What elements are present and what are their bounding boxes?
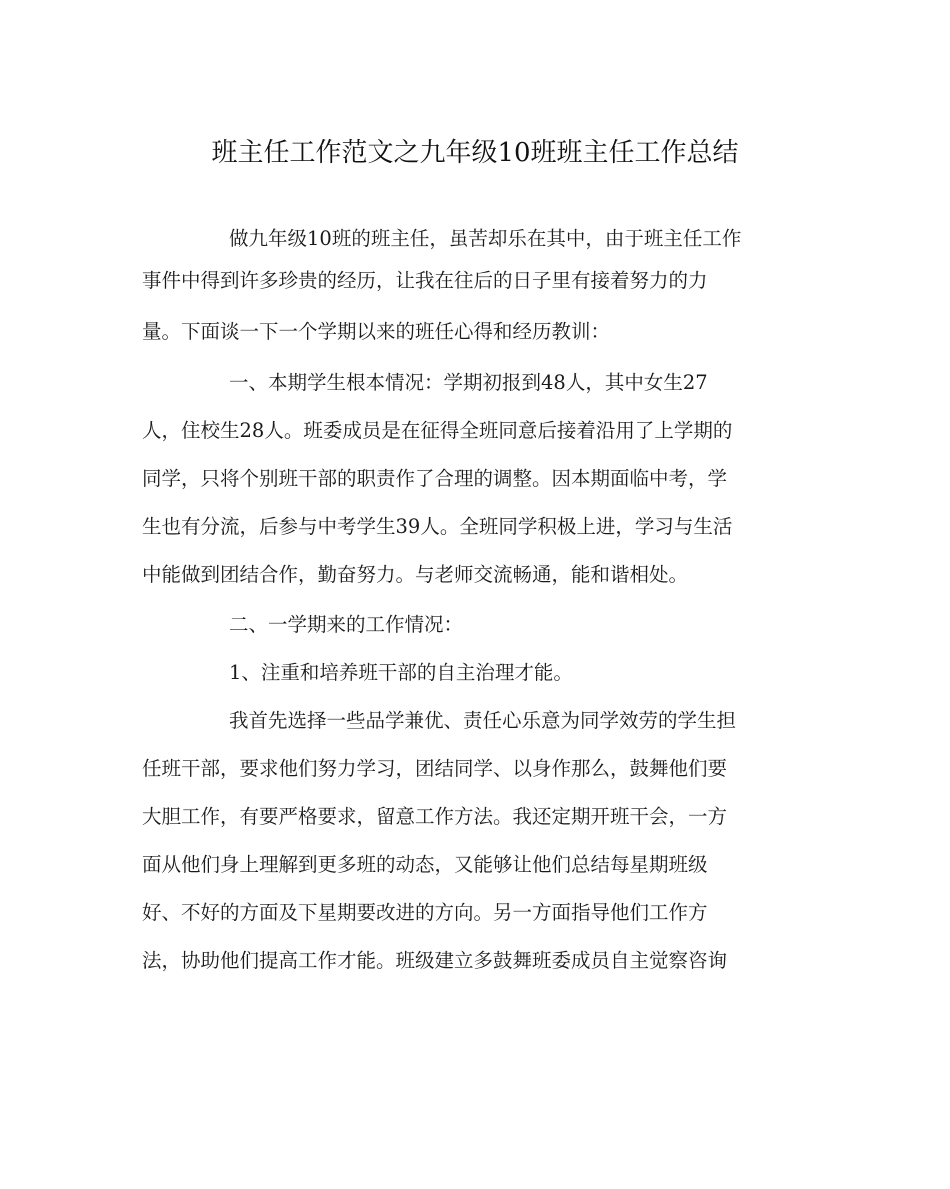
document-title: 班主任工作范文之九年级10班班主任工作总结 [211, 138, 739, 168]
paragraph-line: 量。下面谈一下一个学期以来的班任心得和经历教训： [142, 320, 611, 343]
paragraph-line: 人，住校生28人。班委成员是在征得全班同意后接着沿用了上学期的 [142, 419, 733, 442]
paragraph-line: 中能做到团结合作，勤奋努力。与老师交流畅通，能和谐相处。 [142, 563, 689, 586]
paragraph-line: 面从他们身上理解到更多班的动态，又能够让他们总结每星期班级 [142, 853, 708, 876]
paragraph-line: 同学，只将个别班干部的职责作了合理的调整。因本期面临中考，学 [142, 467, 728, 490]
paragraph-line: 大胆工作，有要严格要求，留意工作方法。我还定期开班干会，一方 [142, 805, 728, 828]
paragraph-line: 法，协助他们提高工作才能。班级建立多鼓舞班委成员自主觉察咨询 [142, 949, 728, 972]
paragraph-line: 一、本期学生根本情况：学期初报到48人，其中女生27 [229, 371, 708, 394]
paragraph-line: 我首先选择一些品学兼优、责任心乐意为同学效劳的学生担 [229, 709, 737, 732]
paragraph-line: 好、不好的方面及下星期要改进的方向。另一方面指导他们工作方 [142, 901, 708, 924]
paragraph-line: 生也有分流，后参与中考学生39人。全班同学积极上进，学习与生活 [142, 515, 733, 538]
subsection-heading: 1、注重和培养班干部的自主治理才能。 [229, 661, 573, 684]
section-heading: 二、一学期来的工作情况： [229, 613, 464, 636]
paragraph-line: 任班干部，要求他们努力学习，团结同学、以身作那么，鼓舞他们要 [142, 757, 728, 780]
paragraph-line: 事件中得到许多珍贵的经历，让我在往后的日子里有接着努力的力 [142, 269, 708, 292]
paragraph-line: 做九年级10班的班主任，虽苦却乐在其中，由于班主任工作 [229, 227, 742, 250]
